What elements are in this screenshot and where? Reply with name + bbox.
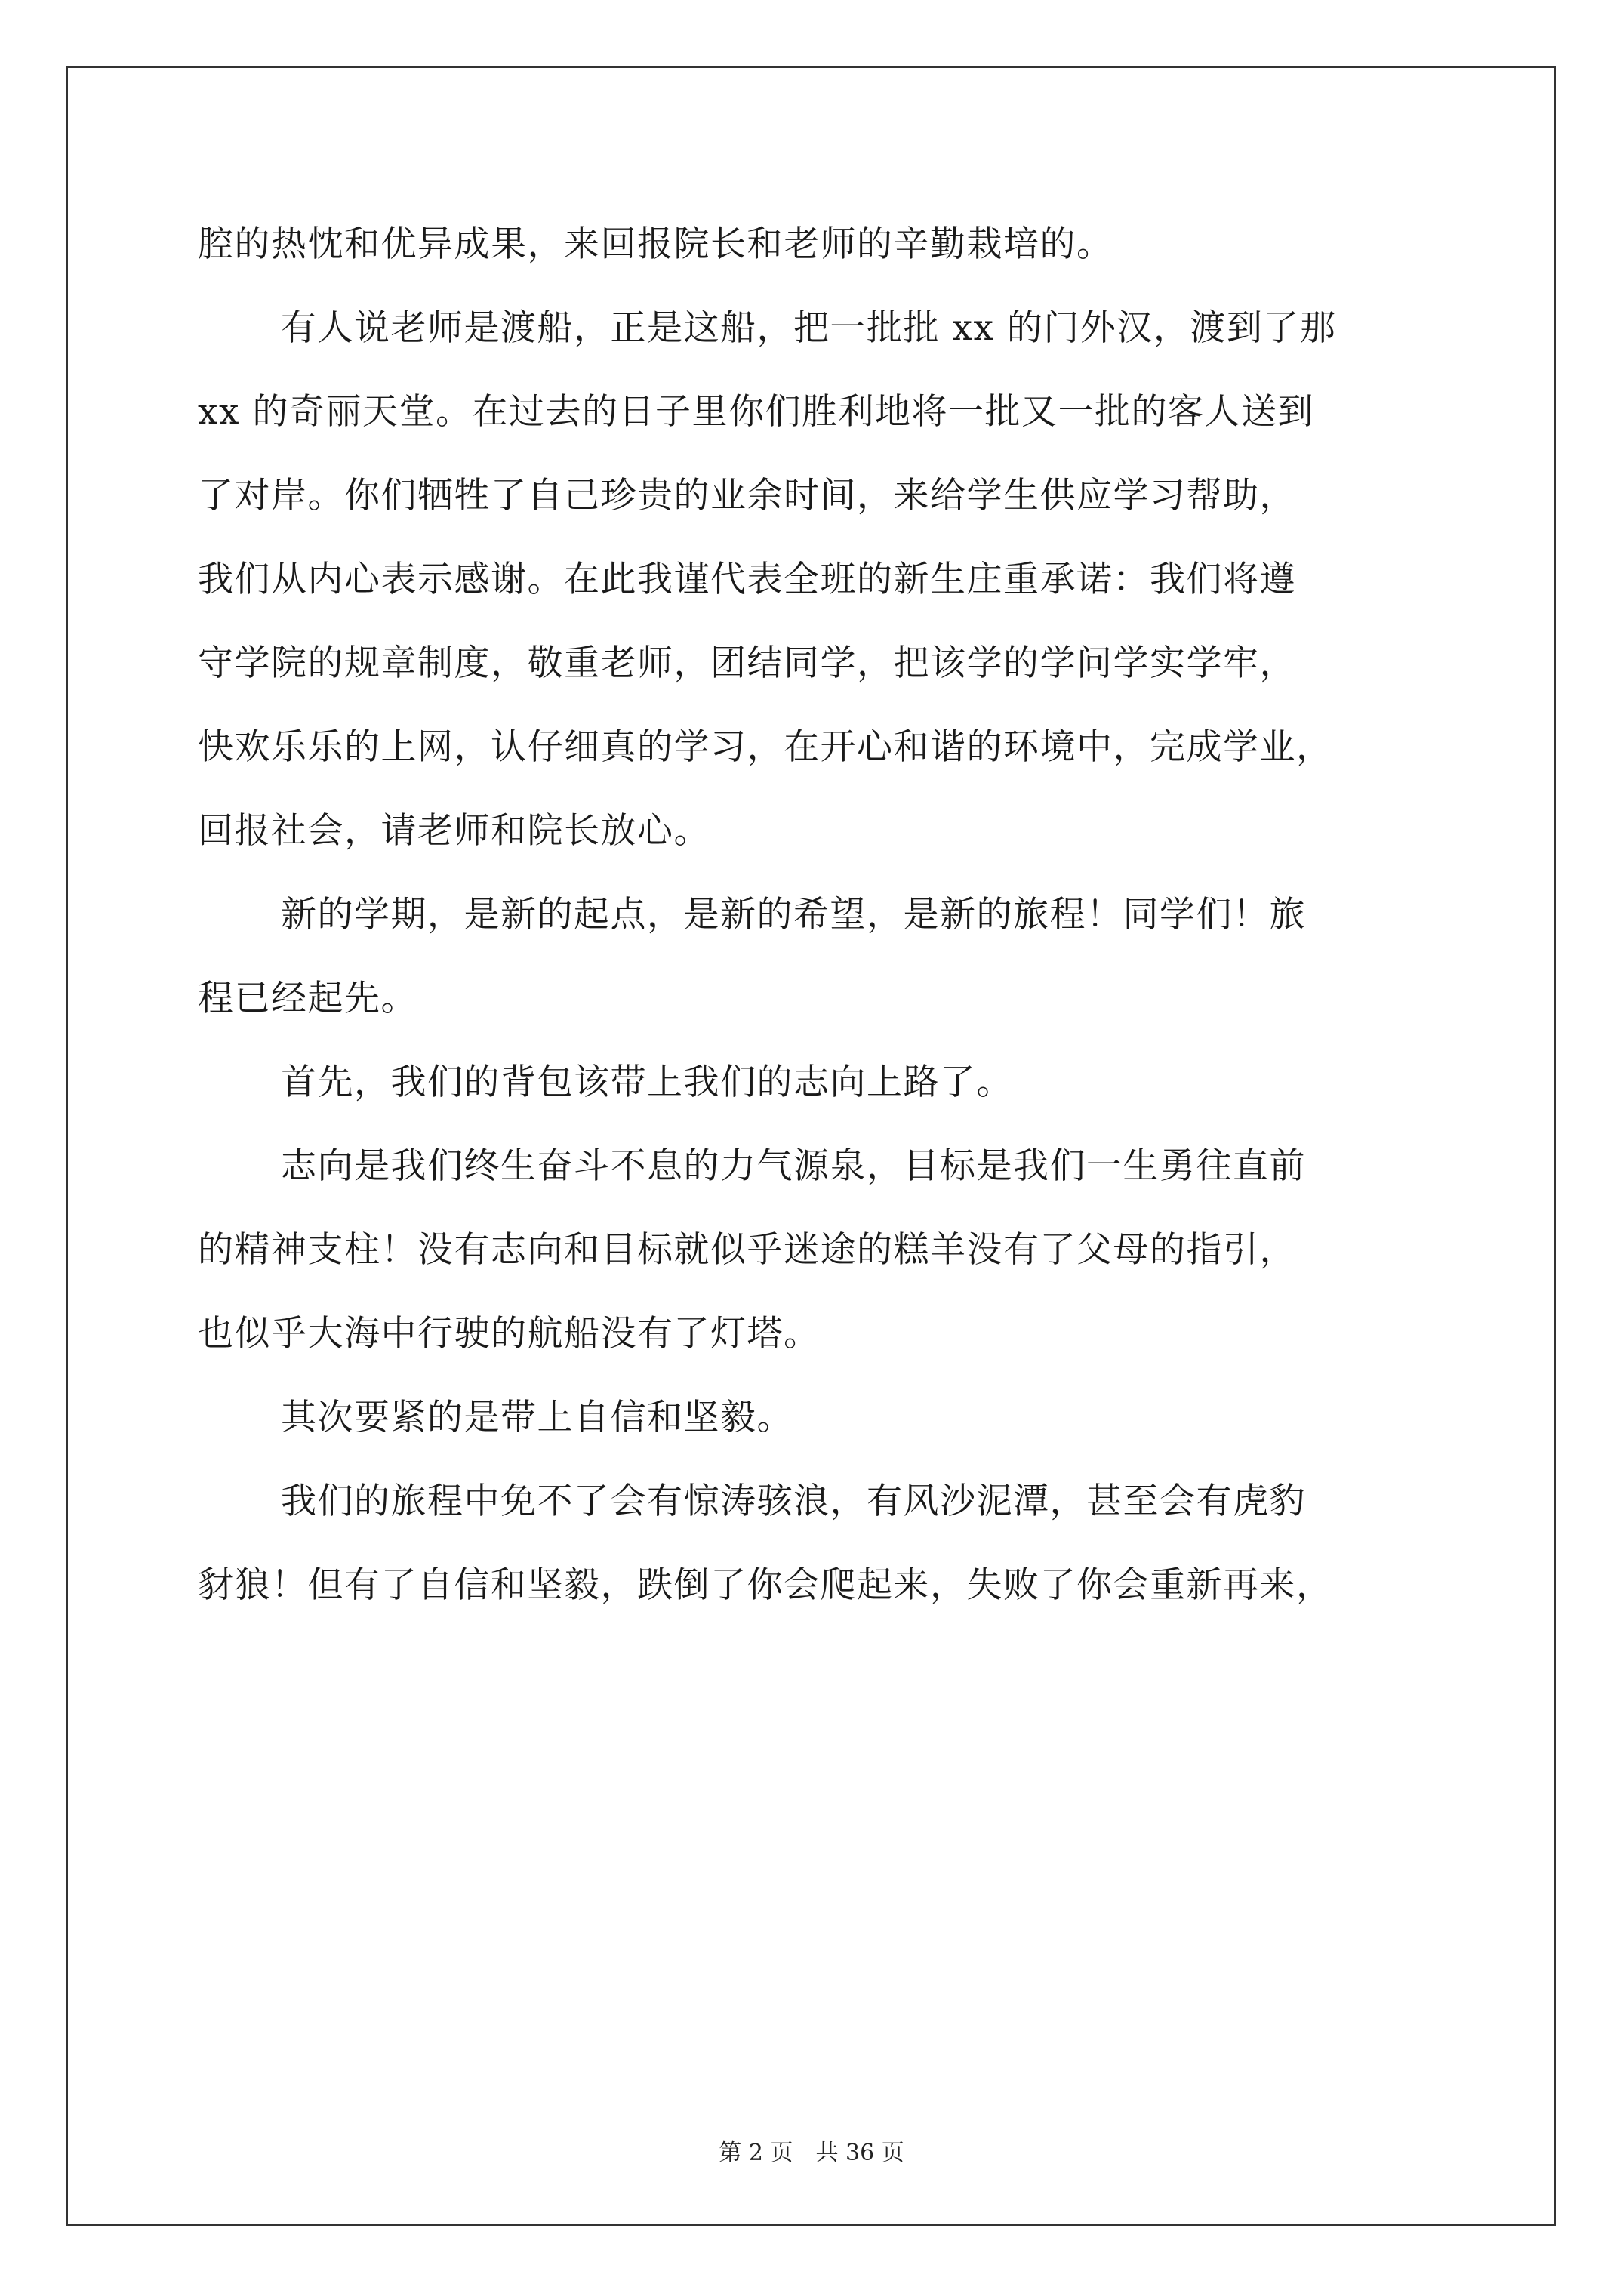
text-line: 程已经起先。 bbox=[198, 978, 417, 1019]
text-line: xx 的奇丽天堂。在过去的日子里你们胜利地将一批又一批的客人送到 bbox=[198, 391, 1314, 433]
text-line: 豺狼！但有了自信和坚毅，跌倒了你会爬起来，失败了你会重新再来， bbox=[198, 1564, 1333, 1606]
page-footer bbox=[0, 2134, 1623, 2167]
page-number: 第 2 页 bbox=[719, 2140, 793, 2166]
text-line: 我们的旅程中免不了会有惊涛骇浪，有风沙泥潭，甚至会有虎豹 bbox=[281, 1481, 1306, 1522]
text-line: 有人说老师是渡船，正是这船，把一批批 xx 的门外汉，渡到了那 bbox=[281, 307, 1337, 349]
text-line: 首先，我们的背包该带上我们的志向上路了。 bbox=[281, 1062, 1013, 1103]
text-line: 也似乎大海中行驶的航船没有了灯塔。 bbox=[198, 1313, 821, 1354]
text-line: 新的学期，是新的起点，是新的希望，是新的旅程！同学们！旅 bbox=[281, 894, 1306, 935]
text-line: 守学院的规章制度，敬重老师，团结同学，把该学的学问学实学牢， bbox=[198, 643, 1296, 684]
text-line: 了对岸。你们牺牲了自己珍贵的业余时间，来给学生供应学习帮助， bbox=[198, 475, 1296, 516]
text-line: 志向是我们终生奋斗不息的力气源泉，目标是我们一生勇往直前 bbox=[281, 1145, 1306, 1187]
text-line: 快欢乐乐的上网，认仔细真的学习，在开心和谐的环境中，完成学业， bbox=[198, 726, 1333, 768]
text-line: 其次要紧的是带上自信和坚毅。 bbox=[281, 1397, 793, 1438]
document-body bbox=[198, 202, 1460, 1627]
text-line: 腔的热忱和优异成果，来回报院长和老师的辛勤栽培的。 bbox=[198, 223, 1113, 265]
text-line: 的精神支柱！没有志向和目标就似乎迷途的糕羊没有了父母的指引， bbox=[198, 1229, 1296, 1271]
page-total: 共 36 页 bbox=[815, 2140, 904, 2166]
text-line: 我们从内心表示感谢。在此我谨代表全班的新生庄重承诺：我们将遵 bbox=[198, 559, 1296, 600]
text-line: 回报社会，请老师和院长放心。 bbox=[198, 810, 710, 852]
